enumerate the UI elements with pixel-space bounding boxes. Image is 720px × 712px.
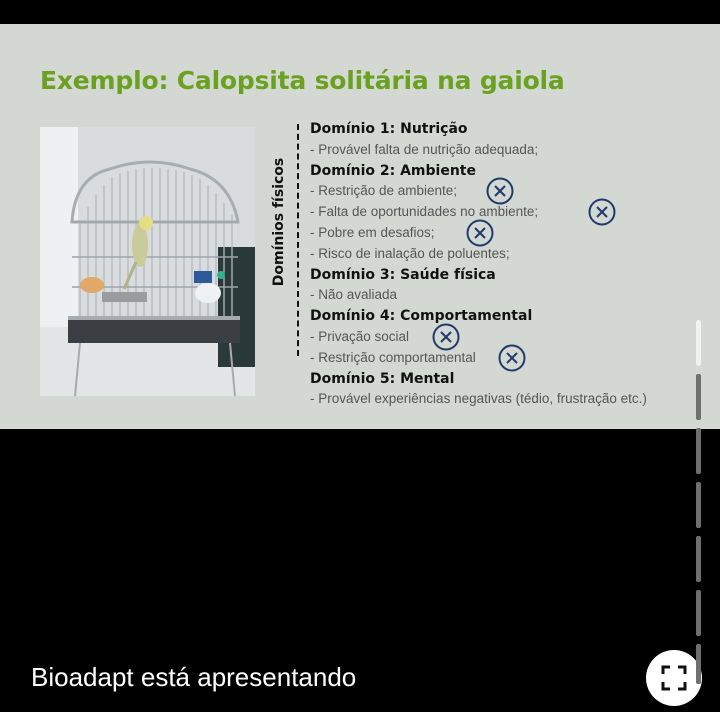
domain-item [310,244,710,265]
domain-item [310,389,710,410]
scroll-tick [696,536,701,582]
domain-item-text: - Privação social [310,328,410,344]
domain-heading: Domínio 1: Nutrição [310,121,468,137]
domain-item-text: - Falta de oportunidades no ambiente; [310,204,539,220]
slide-title: Exemplo: Calopsita solitária na gaiola [40,66,565,95]
cage-photo [40,127,255,396]
domain-item [310,140,710,161]
circle-x-icon [466,219,494,247]
domain-item-text: - Pobre em desafios; [310,224,435,240]
scroll-tick [696,644,701,684]
domain-item [310,348,710,369]
fullscreen-icon [660,664,688,692]
domain-item-text: - Não avaliada [310,287,398,303]
domain-heading: Domínio 2: Ambiente [310,162,476,179]
circle-x-icon [486,177,514,205]
scroll-tick [696,482,701,528]
domain-item-text: - Risco de inalação de poluentes; [310,245,510,261]
scroll-tick [696,374,701,420]
domain-item-text: - Restrição de ambiente; [310,183,458,199]
domain-item [310,181,710,202]
domain-item [310,223,710,244]
side-divider [297,124,299,356]
circle-x-icon [588,198,616,226]
cage-illustration [40,127,255,396]
presentation-slide [0,24,720,429]
circle-x-icon [432,323,460,351]
scroll-tick [696,590,701,636]
top-bar [0,0,720,24]
side-label: Domínios físicos [271,157,287,287]
domain-item-text: - Provável falta de nutrição adequada; [310,141,539,157]
domain-heading: Domínio 5: Mental [310,370,455,387]
domain-item-text: - Provável experiências negativas (tédio, frustração etc.) [310,391,647,407]
domain-heading: Domínio 3: Saúde física [310,266,496,283]
scrollbar-thumb[interactable] [696,320,701,366]
domain-item [310,202,710,223]
domain-heading: Domínio 4: Comportamental [310,308,533,325]
domain-item-text: - Restrição comportamental [310,349,476,365]
scroll-tick [696,428,701,474]
domain-list [310,119,710,410]
domain-item [310,285,710,306]
presenting-status: Bioadapt está apresentando [31,662,357,692]
fullscreen-button[interactable] [646,650,702,706]
circle-x-icon [498,344,526,372]
